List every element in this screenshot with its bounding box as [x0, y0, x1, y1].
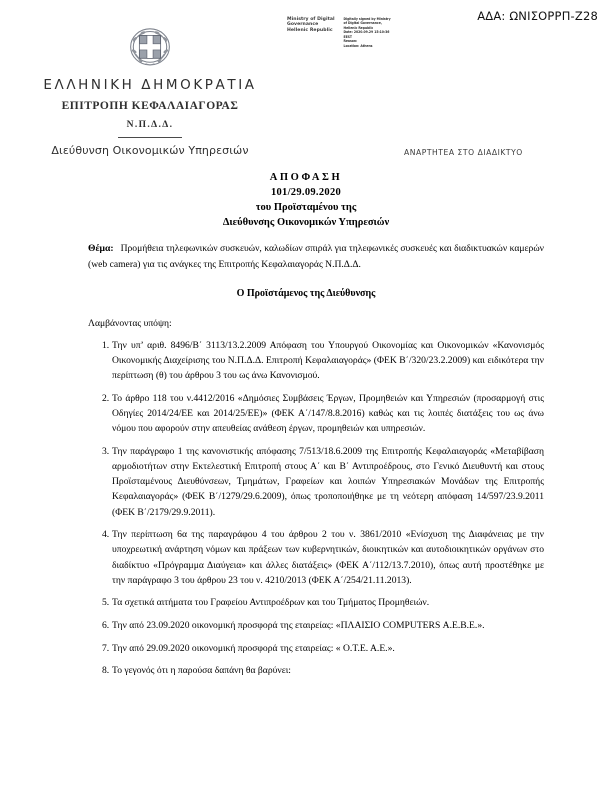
- digital-signature-stamp: [287, 17, 399, 48]
- clause-text: Τα σχετικά αιτήματα του Γραφείου Αντιπροέδρων και του Τμήματος Προμηθειών.: [112, 597, 430, 609]
- clause-list: [88, 338, 544, 686]
- list-item: [88, 618, 544, 633]
- subject-block: [88, 241, 544, 272]
- clause-text: Την από 29.09.2020 οικονομική προσφορά της εταιρείας: « Ο.Τ.Ε. Α.Ε.».: [112, 642, 395, 654]
- subject-text: Προμήθεια τηλεφωνικών συσκευών, καλωδίων σπιράλ για τηλεφωνικές συσκευές και διαδικτυακών καμερών (web camera) για τις ανάγκες της Επιτροπής Κεφαλαιαγοράς Ν.Π.Δ.Δ.: [88, 243, 544, 270]
- list-item: [88, 391, 544, 436]
- decision-number: 101/29.09.2020: [270, 187, 342, 199]
- decision-directorate: Διεύθυνσης Οικονομικών Υπηρεσιών: [222, 216, 390, 228]
- clause-text: Την από 23.09.2020 οικονομική προσφορά της εταιρείας: «ΠΛΑΙΣΙΟ COMPUTERS Α.Ε.Β.Ε.».: [112, 620, 485, 631]
- clause-number: 1.: [102, 340, 110, 351]
- list-item: [88, 641, 544, 656]
- signature-details: [344, 17, 399, 48]
- list-item: [88, 444, 544, 520]
- letterhead-divider: [118, 137, 182, 138]
- letterhead-authority: ΕΠΙΤΡΟΠΗ ΚΕΦΑΛΑΙΑΓΟΡΑΣ: [61, 100, 239, 112]
- list-item: [88, 338, 544, 383]
- list-item: [88, 527, 544, 588]
- clause-text: Την παράγραφο 1 της κανονιστικής απόφασης 7/513/18.6.2009 της Επιτροπής Κεφαλαιαγοράς «Μεταβίβαση αρμοδιοτήτων στην Εκτελεστική Επιτροπή στους Α΄ και Β΄ Αντιπροέδρους, στο Γενικό Διευθυντή και στους Προϊσταμένους Διευθύνσεων, Τμημάτων, Γραφείων και λοιπών Υπηρεσιακών Μονάδων της Επιτροπής Κεφαλαιαγοράς» (ΦΕΚ Β΄/1279/29.6.2009), όπως τροποποιήθηκε με τη νεότερη απόφαση 14/597/23.9.2011 (ΦΕΚ Β΄/2179/29.9.2011).: [112, 445, 544, 518]
- list-item: [88, 595, 544, 610]
- signature-authority: [287, 17, 339, 48]
- signature-detail-line: Date: 2020.09.29 15:10:36: [343, 30, 390, 35]
- signature-detail-line: Location: Athens: [343, 43, 373, 48]
- signature-detail-line: Reason:: [343, 39, 358, 44]
- signature-detail-line: Hellenic Republic: [343, 25, 374, 30]
- decision-issuer-role: του Προϊσταμένου της: [255, 202, 357, 214]
- intro-text: Λαμβάνοντας υπόψη:: [88, 318, 172, 329]
- letterhead-legal-form: Ν.Π.Δ.Δ.: [126, 120, 174, 130]
- clause-number: 6.: [102, 620, 110, 631]
- signature-detail-line: EEST: [343, 34, 352, 39]
- clause-number: 4.: [102, 529, 110, 541]
- signature-authority-line1: Ministry of Digital: [287, 17, 335, 22]
- letterhead: [22, 24, 278, 157]
- clause-text: Το άρθρο 118 του ν.4412/2016 «Δημόσιες Συμβάσεις Έργων, Προμηθειών και Υπηρεσιών (προσαρμογή στις Οδηγίες 2014/24/ΕΕ και 2014/25/ΕΕ)» (ΦΕΚ Α΄/147/8.8.2016) καθώς και τις λοιπές διατάξεις του ως άνω νόμου που αφορούν στην απευθείας ανάθεση έργων, προμηθειών και υπηρεσιών.: [112, 392, 544, 435]
- signature-authority-line3: Hellenic Republic: [287, 27, 333, 33]
- subject-label: Θέμα:: [88, 243, 114, 254]
- clause-number: 2.: [102, 392, 110, 404]
- signature-detail-line: Digitally signed by Ministry: [343, 17, 391, 21]
- signature-authority-line2: Governance: [287, 22, 319, 28]
- letterhead-directorate: Διεύθυνση Οικονομικών Υπηρεσιών: [51, 144, 249, 157]
- clause-text: Το γεγονός ότι η παρούσα δαπάνη θα βαρύνει:: [112, 665, 291, 677]
- decision-word: ΑΠΟΦΑΣΗ: [269, 172, 343, 183]
- publication-notice: ΑΝΑΡΤΗΤΕΑ ΣΤΟ ΔΙΑΔΙΚΤΥΟ: [404, 148, 523, 157]
- clause-number: 3.: [102, 445, 110, 457]
- clause-number: 8.: [102, 665, 110, 677]
- clause-text: Την υπ’ αριθ. 8496/Β΄ 3113/13.2.2009 Απόφαση του Υπουργού Οικονομίας και Οικονομικών «Κανονισμός Οικονομικής Διαχείρισης του Ν.Π.Δ.Δ. Επιτροπή Κεφαλαιαγοράς» (ΦΕΚ Β΄/320/23.2.2009) και ειδικότερα την περίπτωση (θ) του άρθρου 3 του ως άνω Κανονισμού.: [112, 340, 544, 382]
- clause-number: 7.: [102, 642, 110, 654]
- hellenic-republic-coat-of-arms-icon: [128, 24, 172, 68]
- decision-title-block: [0, 171, 612, 230]
- letterhead-republic: ΕΛΛΗΝΙΚΗ ΔΗΜΟΚΡΑΤΙΑ: [43, 77, 257, 93]
- section-heading: Ο Προϊστάμενος της Διεύθυνσης: [236, 288, 376, 299]
- clause-number: 5.: [102, 597, 110, 609]
- clause-text: Την περίπτωση 6α της παραγράφου 4 του άρθρου 2 του ν. 3861/2010 «Ενίσχυση της Διαφάνειας με την υποχρεωτική ανάρτηση νόμων και πράξεων των κυβερνητικών, διοικητικών και αυτοδιοικητικών οργάνων στο διαδίκτυο «Πρόγραμμα Διαύγεια» και άλλες διατάξεις» (ΦΕΚ Α΄/112/13.7.2010), όπως αυτή προστέθηκε με την παράγραφο 3 του άρθρου 23 του ν. 4210/2013 (ΦΕΚ Α΄/254/21.11.2013).: [112, 529, 544, 586]
- signature-detail-line: of Digital Governance,: [343, 21, 382, 26]
- list-item: [88, 663, 544, 678]
- ada-code: ΑΔΑ: ΩΝΙΣΟΡΡΠ-Ζ28: [477, 9, 598, 23]
